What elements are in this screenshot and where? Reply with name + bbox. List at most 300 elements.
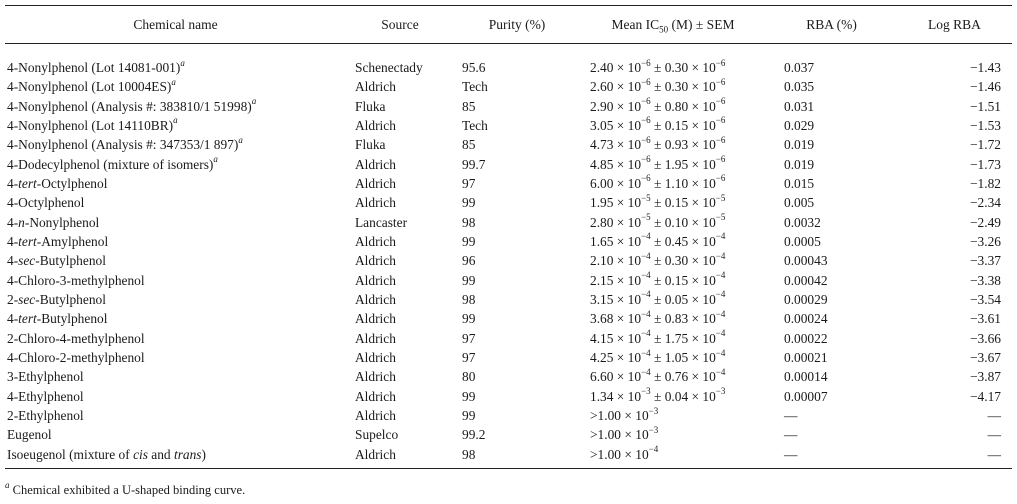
- chemical-name-italic: tert: [18, 233, 37, 249]
- table-row: [5, 445, 1012, 469]
- table-row: [5, 406, 1012, 425]
- ic50-sem-exponent: −4: [715, 347, 726, 358]
- times-ten: × 10: [613, 137, 642, 153]
- chemical-name-part: 4-Chloro-2-methylphenol: [7, 349, 145, 365]
- cell-source: Lancaster: [355, 214, 408, 230]
- cell-log-rba: −1.43: [970, 60, 1001, 75]
- ic50-mean: 2.60: [590, 79, 614, 95]
- chemical-name-part: 4-: [7, 214, 19, 230]
- cell-purity: 85: [462, 137, 476, 153]
- plus-minus: ±: [650, 79, 665, 95]
- times-ten: × 10: [613, 349, 642, 365]
- ic50-sem-exponent: −4: [715, 289, 726, 300]
- times-ten: × 10: [688, 233, 716, 249]
- cell-rba: 0.019: [784, 156, 815, 172]
- cell-chemical-name: [5, 116, 346, 135]
- times-ten: × 10: [688, 195, 716, 211]
- times-ten: × 10: [613, 233, 642, 249]
- cell-source: Aldrich: [355, 369, 396, 385]
- ic50-mean: 3.15: [590, 291, 614, 307]
- ic50-sem-exponent: −4: [715, 270, 726, 281]
- cell-chemical-name: [5, 445, 346, 469]
- plus-minus: ±: [650, 137, 665, 153]
- times-ten: × 10: [688, 349, 716, 365]
- table-row: [5, 290, 1012, 309]
- chemical-name-part: -Butylphenol: [35, 253, 106, 269]
- plus-minus: ±: [650, 175, 665, 191]
- ic50-sem: 0.30: [664, 79, 689, 95]
- times-ten: × 10: [621, 427, 649, 443]
- cell-mean-ic50: [580, 425, 766, 444]
- plus-minus: ±: [650, 60, 665, 75]
- ic50-mean-exponent: −4: [641, 250, 651, 261]
- times-ten: × 10: [688, 330, 716, 346]
- cell-mean-ic50: [580, 387, 766, 406]
- cell-purity: 99: [462, 388, 476, 404]
- cell-source: Aldrich: [355, 175, 396, 191]
- cell-rba: 0.015: [784, 175, 815, 191]
- ic50-sem: 1.75: [664, 330, 689, 346]
- footnote-ref: a: [171, 76, 176, 87]
- chemical-name-part: 4-: [7, 311, 19, 327]
- ic50-sem-exponent: −4: [715, 250, 726, 261]
- times-ten: × 10: [688, 117, 716, 133]
- table-row: [5, 387, 1012, 406]
- cell-rba: 0.00042: [784, 272, 828, 288]
- footnote-ref: a: [213, 154, 218, 165]
- header-ic50-sub: 50: [659, 24, 669, 35]
- chemical-name-italic: tert: [18, 175, 37, 191]
- chemical-name-part: 4-Nonylphenol (Lot 14110BR): [7, 117, 174, 133]
- chemical-name-part: 4-Nonylphenol (Analysis #: 347353/1 897): [7, 137, 239, 153]
- cell-rba: 0.035: [784, 79, 815, 95]
- header-log-rba: Log RBA: [897, 6, 1012, 44]
- cell-purity: 96: [462, 253, 476, 269]
- data-table-container: [5, 5, 1012, 469]
- ic50-sem-exponent: −5: [715, 192, 726, 203]
- ic50-sem: 0.45: [664, 233, 689, 249]
- times-ten: × 10: [688, 272, 716, 288]
- plus-minus: ±: [650, 195, 665, 211]
- cell-source: Aldrich: [355, 117, 396, 133]
- times-ten: × 10: [613, 175, 642, 191]
- cell-chemical-name: [5, 387, 346, 406]
- cell-chemical-name: [5, 425, 346, 444]
- ic50-sem: 0.76: [664, 369, 689, 385]
- cell-purity: 99.2: [462, 427, 486, 443]
- ic50-sem-exponent: −4: [715, 366, 726, 377]
- cell-rba: —: [784, 427, 798, 443]
- ic50-mean-exponent: −6: [641, 154, 651, 165]
- cell-log-rba: −2.34: [970, 195, 1001, 211]
- cell-log-rba: −3.67: [970, 349, 1001, 365]
- cell-source: Aldrich: [355, 388, 396, 404]
- ic50-sem-exponent: −4: [715, 308, 726, 319]
- cell-purity: 97: [462, 349, 476, 365]
- cell-purity: 99: [462, 233, 476, 249]
- times-ten: × 10: [688, 214, 716, 230]
- cell-log-rba: −2.49: [970, 214, 1001, 230]
- table-row: [5, 174, 1012, 193]
- cell-rba: —: [784, 408, 798, 424]
- ic50-sem: 0.30: [664, 253, 689, 269]
- ic50-mean-exponent: −6: [641, 96, 651, 107]
- chemical-name-part: 2-: [7, 291, 19, 307]
- table-row: [5, 135, 1012, 154]
- binding-affinity-table: [5, 5, 1012, 469]
- ic50-sem: 0.80: [664, 98, 689, 114]
- chemical-name-italic: tert: [18, 311, 37, 327]
- table-header: [5, 6, 1012, 44]
- cell-mean-ic50: [580, 270, 766, 289]
- ic50-mean-exponent: −6: [641, 76, 651, 87]
- ic50-sem: 0.10: [664, 214, 689, 230]
- cell-log-rba: —: [897, 445, 1012, 469]
- ic50-sem: 0.15: [664, 195, 689, 211]
- cell-purity: 97: [462, 175, 476, 191]
- plus-minus: ±: [650, 291, 665, 307]
- ic50-mean: 3.68: [590, 311, 614, 327]
- cell-mean-ic50: [580, 367, 766, 386]
- cell-chemical-name: [5, 270, 346, 289]
- table-row: [5, 154, 1012, 173]
- plus-minus: ±: [650, 253, 665, 269]
- times-ten: × 10: [688, 79, 716, 95]
- ic50-sem: 0.05: [664, 291, 689, 307]
- cell-rba: 0.0005: [784, 233, 821, 249]
- ic50-mean-exponent: −6: [641, 57, 651, 68]
- ic50-mean: 3.05: [590, 117, 614, 133]
- ic50-sem-exponent: −3: [715, 386, 726, 397]
- table-row: [5, 232, 1012, 251]
- ic50-sem-exponent: −5: [715, 212, 726, 223]
- times-ten: × 10: [613, 311, 642, 327]
- cell-source: Aldrich: [355, 330, 396, 346]
- ic50-mean-exponent: −6: [641, 134, 651, 145]
- ic50-exponent: −3: [648, 424, 659, 435]
- chemical-name-part: 4-Nonylphenol (Lot 10004ES): [7, 79, 172, 95]
- cell-chemical-name: [5, 44, 346, 78]
- chemical-name-part: and: [147, 446, 174, 462]
- cell-mean-ic50: [580, 309, 766, 328]
- cell-rba: 0.00043: [784, 253, 828, 269]
- chemical-name-part: Isoeugenol (mixture of: [7, 446, 134, 462]
- cell-log-rba: −3.38: [970, 272, 1001, 288]
- cell-rba: 0.037: [784, 60, 815, 75]
- times-ten: × 10: [688, 156, 716, 172]
- header-source: Source: [346, 6, 454, 44]
- cell-purity: Tech: [462, 117, 488, 133]
- footnote-ref: a: [180, 57, 185, 68]
- cell-log-rba: −3.26: [970, 233, 1001, 249]
- cell-source: Fluka: [355, 98, 386, 114]
- ic50-mean: 2.10: [590, 253, 614, 269]
- table-row: [5, 270, 1012, 289]
- cell-chemical-name: [5, 348, 346, 367]
- cell-purity: 99: [462, 408, 476, 424]
- times-ten: × 10: [688, 369, 716, 385]
- cell-chemical-name: [5, 328, 346, 347]
- ic50-sem-exponent: −6: [715, 115, 726, 126]
- cell-source: Aldrich: [355, 311, 396, 327]
- chemical-name-part: -Butylphenol: [35, 291, 106, 307]
- header-ic50-post: (M) ± SEM: [668, 16, 735, 32]
- times-ten: × 10: [613, 214, 642, 230]
- times-ten: × 10: [688, 98, 716, 114]
- cell-mean-ic50: [580, 251, 766, 270]
- table-footnote: [5, 479, 246, 498]
- cell-rba: 0.031: [784, 98, 815, 114]
- cell-mean-ic50: [580, 212, 766, 231]
- ic50-mean-exponent: −4: [641, 270, 651, 281]
- cell-source: Aldrich: [355, 233, 396, 249]
- cell-chemical-name: [5, 367, 346, 386]
- chemical-name-part: Eugenol: [7, 427, 52, 443]
- cell-chemical-name: [5, 135, 346, 154]
- ic50-mean: 4.85: [590, 156, 614, 172]
- footnote-ref: a: [251, 96, 257, 107]
- cell-log-rba: −1.73: [970, 156, 1001, 172]
- ic50-mean: 1.34: [590, 388, 614, 404]
- ic50-mean-exponent: −4: [641, 231, 651, 242]
- cell-log-rba: −3.54: [970, 291, 1001, 307]
- cell-rba: 0.00021: [784, 349, 828, 365]
- ic50-mean: 6.00: [590, 175, 614, 191]
- ic50-sem-exponent: −6: [715, 57, 726, 68]
- cell-log-rba: −3.37: [970, 253, 1001, 269]
- chemical-name-italic: cis: [133, 446, 148, 462]
- cell-rba: 0.019: [784, 137, 815, 153]
- table-row: [5, 116, 1012, 135]
- chemical-name-part: -Butylphenol: [36, 311, 108, 327]
- chemical-name-part: 4-: [7, 233, 19, 249]
- table-row: [5, 328, 1012, 347]
- header-rba: RBA (%): [766, 6, 897, 44]
- ic50-mean-exponent: −6: [641, 173, 651, 184]
- cell-purity: 85: [462, 98, 476, 114]
- ic50-mean: 4.15: [590, 330, 614, 346]
- ic50-mean-exponent: −6: [641, 115, 651, 126]
- cell-source: Fluka: [355, 137, 386, 153]
- times-ten: × 10: [613, 60, 642, 75]
- cell-log-rba: −1.82: [970, 175, 1001, 191]
- cell-rba: 0.005: [784, 195, 815, 211]
- chemical-name-part: 4-: [7, 253, 19, 269]
- cell-mean-ic50: [580, 445, 766, 469]
- chemical-name-part: 4-: [7, 175, 19, 191]
- table-row: [5, 425, 1012, 444]
- ic50-mean: 6.60: [590, 369, 614, 385]
- cell-chemical-name: [5, 406, 346, 425]
- times-ten: × 10: [613, 330, 642, 346]
- chemical-name-part: 4-Dodecylphenol (mixture of isomers): [7, 156, 214, 172]
- cell-source: Aldrich: [355, 156, 396, 172]
- ic50-mean-exponent: −4: [641, 366, 651, 377]
- ic50-lower-bound: >1.00: [590, 408, 621, 424]
- ic50-mean: 2.15: [590, 272, 614, 288]
- footnote-marker: a: [5, 479, 10, 490]
- cell-source: Aldrich: [355, 408, 396, 424]
- ic50-mean-exponent: −4: [641, 308, 651, 319]
- chemical-name-italic: n: [18, 214, 25, 230]
- cell-chemical-name: [5, 309, 346, 328]
- cell-chemical-name: [5, 193, 346, 212]
- ic50-mean-exponent: −5: [641, 192, 651, 203]
- cell-source: Aldrich: [355, 272, 396, 288]
- ic50-lower-bound: >1.00: [590, 427, 621, 443]
- cell-purity: 95.6: [462, 60, 486, 75]
- cell-chemical-name: [5, 77, 346, 96]
- header-ic50-pre: Mean IC: [611, 16, 660, 32]
- chemical-name-part: 4-Nonylphenol (Lot 14081-001): [7, 60, 181, 75]
- chemical-name-part: 2-Ethylphenol: [7, 408, 84, 424]
- cell-purity: 97: [462, 330, 476, 346]
- times-ten: × 10: [621, 446, 649, 462]
- table-row: [5, 348, 1012, 367]
- ic50-sem-exponent: −6: [715, 173, 726, 184]
- cell-log-rba: —: [987, 408, 1001, 424]
- cell-log-rba: −3.87: [970, 369, 1001, 385]
- plus-minus: ±: [650, 311, 665, 327]
- cell-source: Aldrich: [355, 79, 396, 95]
- cell-log-rba: −1.51: [970, 98, 1001, 114]
- cell-mean-ic50: [580, 290, 766, 309]
- cell-mean-ic50: [580, 174, 766, 193]
- ic50-sem: 0.15: [664, 117, 689, 133]
- plus-minus: ±: [650, 272, 665, 288]
- cell-purity: 98: [454, 445, 580, 469]
- cell-purity: 98: [462, 291, 476, 307]
- cell-log-rba: −3.66: [970, 330, 1001, 346]
- header-chemical-name: Chemical name: [5, 6, 346, 44]
- ic50-sem-exponent: −4: [715, 328, 726, 339]
- chemical-name-italic: sec: [18, 253, 36, 269]
- ic50-sem: 1.05: [664, 349, 689, 365]
- ic50-sem: 0.93: [664, 137, 689, 153]
- times-ten: × 10: [613, 388, 642, 404]
- ic50-exponent: −3: [648, 405, 659, 416]
- cell-log-rba: −1.53: [970, 117, 1001, 133]
- ic50-sem: 1.10: [664, 175, 689, 191]
- chemical-name-part: -Nonylphenol: [24, 214, 100, 230]
- plus-minus: ±: [650, 117, 665, 133]
- cell-rba: —: [766, 445, 897, 469]
- plus-minus: ±: [650, 214, 665, 230]
- cell-source: Aldrich: [355, 195, 396, 211]
- cell-purity: 99: [462, 195, 476, 211]
- times-ten: × 10: [688, 60, 716, 75]
- ic50-mean: 4.25: [590, 349, 614, 365]
- header-purity: Purity (%): [454, 6, 580, 44]
- cell-mean-ic50: [580, 44, 766, 78]
- ic50-mean-exponent: −4: [641, 289, 651, 300]
- times-ten: × 10: [613, 272, 642, 288]
- cell-log-rba: −1.72: [970, 137, 1001, 153]
- table-row: [5, 44, 1012, 78]
- cell-purity: 80: [462, 369, 476, 385]
- ic50-mean-exponent: −5: [641, 212, 651, 223]
- ic50-sem-exponent: −6: [715, 76, 726, 87]
- cell-chemical-name: [5, 212, 346, 231]
- chemical-name-part: 4-Ethylphenol: [7, 388, 84, 404]
- table-row: [5, 309, 1012, 328]
- cell-mean-ic50: [580, 154, 766, 173]
- footnote-text: Chemical exhibited a U-shaped binding curve.: [9, 483, 246, 497]
- cell-mean-ic50: [580, 77, 766, 96]
- ic50-sem-exponent: −6: [715, 96, 726, 107]
- ic50-mean: 2.80: [590, 214, 614, 230]
- ic50-sem: 0.15: [664, 272, 689, 288]
- ic50-sem: 0.30: [664, 60, 689, 75]
- plus-minus: ±: [650, 349, 665, 365]
- ic50-sem-exponent: −6: [715, 134, 726, 145]
- ic50-lower-bound: >1.00: [590, 446, 621, 462]
- cell-rba: 0.00024: [784, 311, 828, 327]
- times-ten: × 10: [688, 291, 716, 307]
- ic50-mean-exponent: −3: [641, 386, 651, 397]
- chemical-name-part: 4-Nonylphenol (Analysis #: 383810/1 51998): [7, 98, 252, 114]
- header-mean-ic50: [580, 6, 766, 44]
- times-ten: × 10: [613, 98, 642, 114]
- cell-mean-ic50: [580, 135, 766, 154]
- cell-mean-ic50: [580, 328, 766, 347]
- cell-rba: 0.00014: [784, 369, 828, 385]
- cell-purity: 99.7: [462, 156, 486, 172]
- times-ten: × 10: [688, 175, 716, 191]
- cell-log-rba: −4.17: [970, 388, 1001, 404]
- times-ten: × 10: [613, 369, 642, 385]
- plus-minus: ±: [650, 388, 665, 404]
- cell-mean-ic50: [580, 96, 766, 115]
- cell-mean-ic50: [580, 116, 766, 135]
- ic50-sem: 0.04: [664, 388, 689, 404]
- plus-minus: ±: [650, 156, 665, 172]
- plus-minus: ±: [650, 330, 665, 346]
- table-row: [5, 96, 1012, 115]
- plus-minus: ±: [650, 233, 665, 249]
- plus-minus: ±: [650, 369, 665, 385]
- table-row: [5, 251, 1012, 270]
- cell-rba: 0.00029: [784, 291, 828, 307]
- ic50-mean: 1.95: [590, 195, 614, 211]
- table-row: [5, 193, 1012, 212]
- cell-source: Aldrich: [355, 291, 396, 307]
- times-ten: × 10: [613, 291, 642, 307]
- times-ten: × 10: [613, 195, 642, 211]
- chemical-name-italic: trans: [173, 446, 202, 462]
- ic50-mean-exponent: −4: [641, 347, 651, 358]
- cell-source: Aldrich: [355, 349, 396, 365]
- chemical-name-part: 4-Chloro-3-methylphenol: [7, 272, 145, 288]
- cell-purity: 99: [462, 272, 476, 288]
- ic50-sem: 1.95: [664, 156, 689, 172]
- times-ten: × 10: [688, 253, 716, 269]
- chemical-name-part: 2-Chloro-4-methylphenol: [7, 330, 145, 346]
- table-body: [5, 44, 1012, 469]
- ic50-sem-exponent: −4: [715, 231, 726, 242]
- cell-mean-ic50: [580, 232, 766, 251]
- cell-rba: 0.00007: [784, 388, 828, 404]
- chemical-name-part: ): [201, 446, 206, 462]
- footnote-ref: a: [173, 115, 178, 126]
- ic50-mean: 4.73: [590, 137, 614, 153]
- cell-chemical-name: [5, 154, 346, 173]
- ic50-mean: 1.65: [590, 233, 614, 249]
- cell-source: Aldrich: [346, 445, 454, 469]
- table-row: [5, 77, 1012, 96]
- cell-purity: Tech: [462, 79, 488, 95]
- times-ten: × 10: [613, 253, 642, 269]
